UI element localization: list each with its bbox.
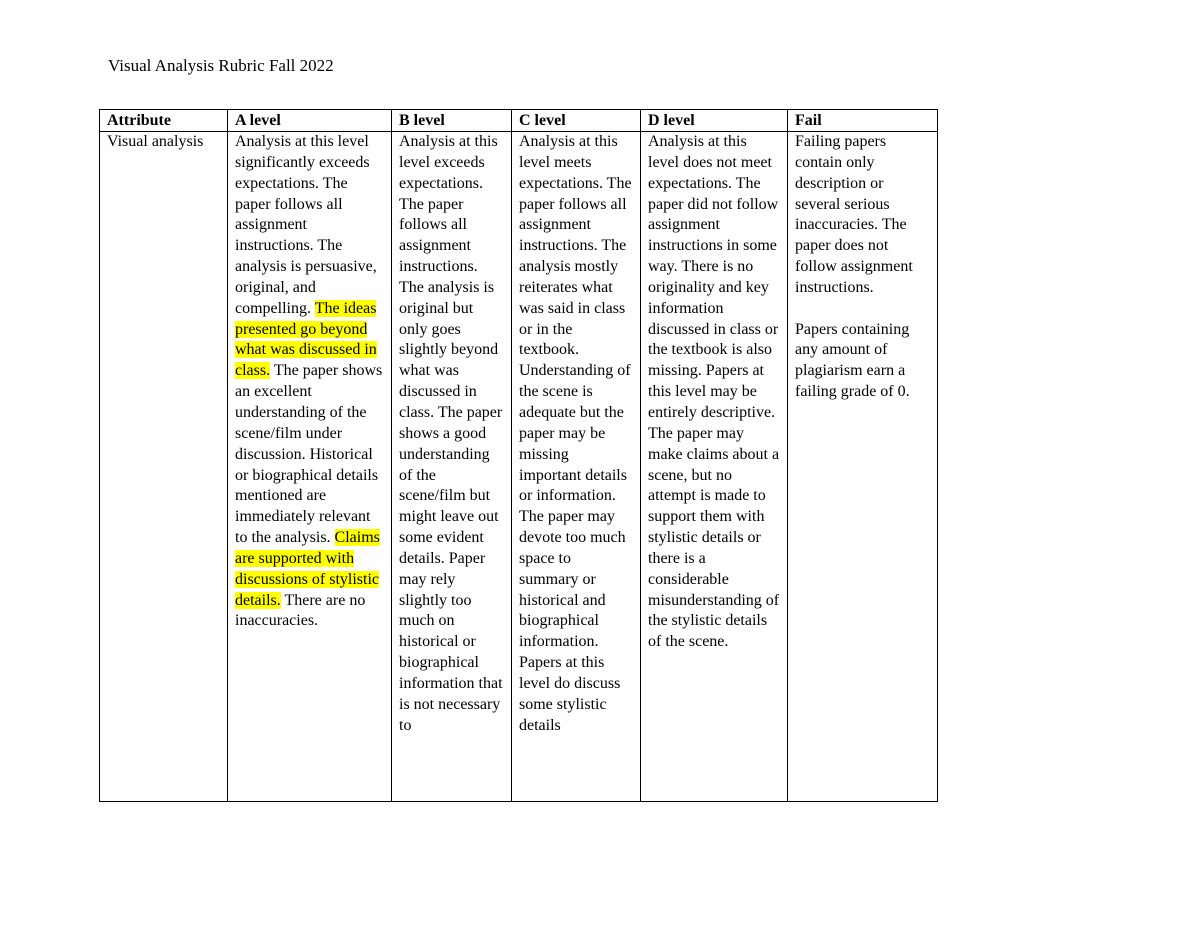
fail-paragraph-2: Papers containing any amount of plagiarism earn a failing grade of 0. — [795, 320, 910, 401]
fail-paragraph-1: Failing papers contain only description or several serious inaccuracies. The paper does not follow assignment instructions. — [795, 133, 913, 296]
c-level-text: Analysis at this level meets expectations. The paper follows all assignment instructions. The analysis mostly reiterates what was said in class or in the textbook. Understanding of the scene is adequate but the paper may be missing important details or information. The paper may devote too much space to summary or historical and biographical information. Papers at this level do discuss some stylistic details — [519, 133, 632, 734]
cell-d-level — [641, 132, 788, 802]
paragraph-gap — [795, 299, 930, 320]
header-attribute: Attribute — [100, 110, 228, 132]
cell-b-level — [392, 132, 512, 802]
header-a-level: A level — [228, 110, 392, 132]
attribute-text: Visual analysis — [107, 133, 204, 150]
header-fail: Fail — [788, 110, 938, 132]
cell-a-level — [228, 132, 392, 802]
header-row — [100, 110, 938, 132]
a-level-highlight2: Claims are supported with discussions of stylistic details. — [235, 529, 380, 609]
b-level-text: Analysis at this level exceeds expectations. The paper follows all assignment instructions. The analysis is original but only goes slightly beyond what was discussed in class. The paper shows a good understanding of the scene/film but might leave out some evident details. Paper may rely slightly too much on historical or biographical information that is not necessary to — [399, 133, 503, 734]
header-c-level: C level — [512, 110, 641, 132]
document-title: Visual Analysis Rubric Fall 2022 — [108, 56, 334, 75]
a-level-highlight1: The ideas presented go beyond what was discussed in class. — [235, 299, 377, 380]
header-d-level: D level — [641, 110, 788, 132]
header-b-level: B level — [392, 110, 512, 132]
a-level-part3: There are no inaccuracies. — [235, 591, 366, 630]
a-level-part2: The paper shows an excellent understanding of the scene/film under discussion. Historical or biographical details mentioned are immediately relevant to the analysis. — [235, 362, 383, 547]
cell-fail — [788, 132, 938, 802]
table-row — [100, 132, 938, 802]
a-level-part1: Analysis at this level significantly exceeds expectations. The paper follows all assignment instructions. The analysis is persuasive, original, and compelling. — [235, 133, 377, 317]
rubric-table — [99, 109, 938, 802]
cell-attribute — [100, 132, 228, 802]
fail-text — [795, 132, 930, 403]
d-level-text: Analysis at this level does not meet expectations. The paper did not follow assignment instructions in some way. There is no originality and key information discussed in class or the textbook is also missing. Papers at this level may be entirely descriptive. The paper may make claims about a scene, but no attempt is made to support them with stylistic details or there is a considerable misunderstanding of the stylistic details of the scene. — [648, 133, 780, 651]
cell-c-level — [512, 132, 641, 802]
a-level-text — [235, 132, 384, 632]
